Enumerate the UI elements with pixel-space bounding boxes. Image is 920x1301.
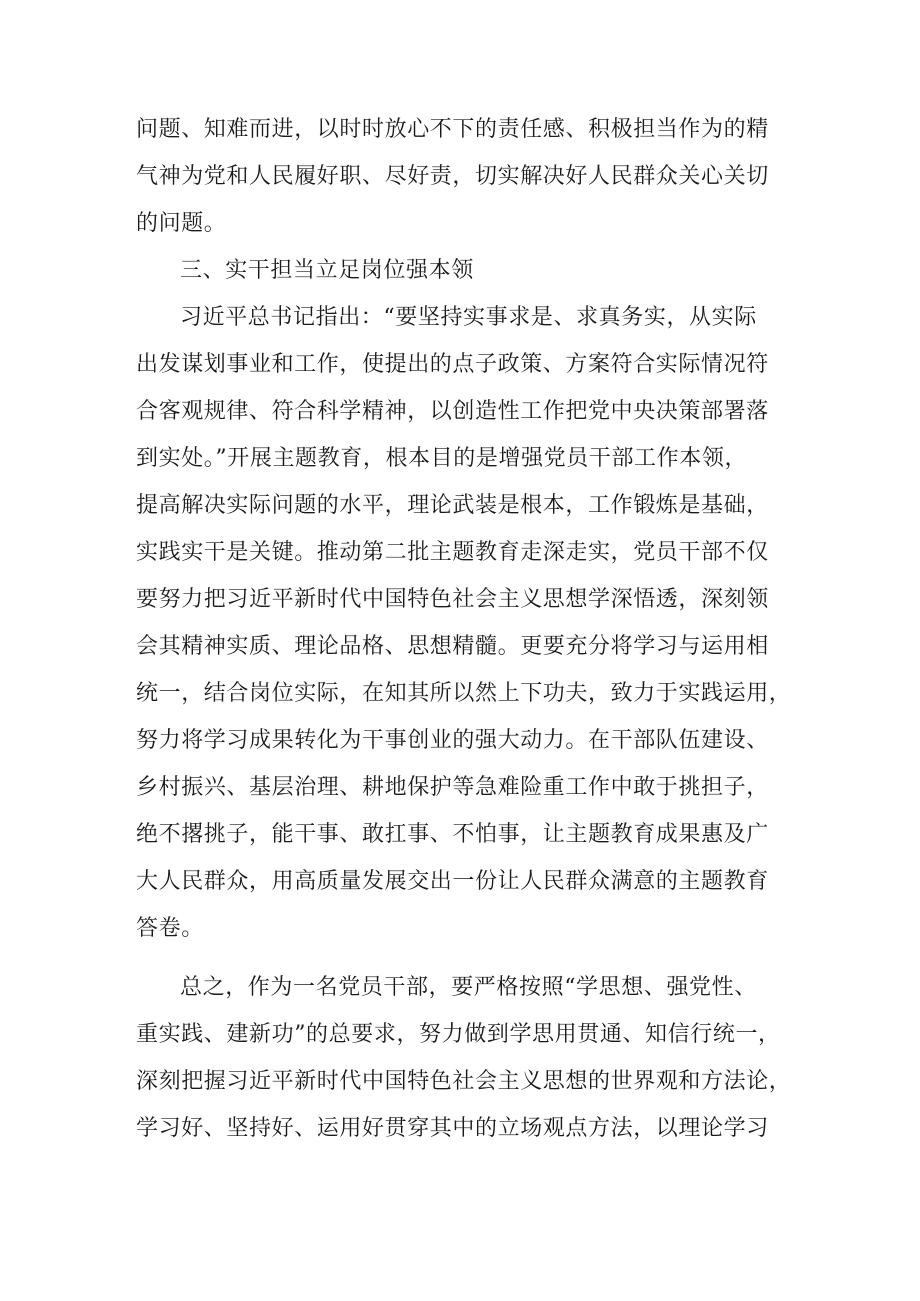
paragraph-1 <box>136 106 804 247</box>
text-line: 实践实干是关键。推动第二批主题教育走深走实，党员干部不仅 <box>136 540 769 565</box>
text-line: 问题、知难而进，以时时放心不下的责任感、积极担当作为的精 <box>136 117 769 142</box>
text-line: 统一，结合岗位实际，在知其所以然上下功夫，致力于实践运用， <box>136 681 792 706</box>
text-line: 合客观规律、符合科学精神，以创造性工作把党中央决策部署落 <box>136 399 769 424</box>
text-line: 学习好、坚持好、运用好贯穿其中的立场观点方法，以理论学习 <box>136 1116 769 1141</box>
text-line: 重实践、建新功”的总要求，努力做到学思用贯通、知信行统一， <box>136 1022 781 1047</box>
text-line: 绝不撂挑子，能干事、敢扛事、不怕事，让主题教育成果惠及广 <box>136 822 769 847</box>
section-heading-3: 三、实干担当立足岗位强本领 <box>180 258 474 283</box>
text-line: 答卷。 <box>136 916 204 941</box>
text-line: 深刻把握习近平新时代中国特色社会主义思想的世界观和方法论， <box>136 1069 792 1094</box>
paragraph-3 <box>136 964 804 1152</box>
text-line: 气神为党和人民履好职、尽好责，切实解决好人民群众关心关切 <box>136 164 769 189</box>
text-line: 的问题。 <box>136 211 227 236</box>
text-line: 提高解决实际问题的水平，理论武装是根本，工作锻炼是基础， <box>136 493 769 518</box>
text-line: 到实处。”开展主题教育，根本目的是增强党员干部工作本领， <box>136 446 748 471</box>
text-line: 要努力把习近平新时代中国特色社会主义思想学深悟透，深刻领 <box>136 587 769 612</box>
text-line: 大人民群众，用高质量发展交出一份让人民群众满意的主题教育 <box>136 869 769 894</box>
document-body <box>136 106 804 1152</box>
text-line: 总之，作为一名党员干部，要严格按照“学思想、强党性、 <box>180 975 757 1000</box>
text-line: 会其精神实质、理论品格、思想精髓。更要充分将学习与运用相 <box>136 634 769 659</box>
text-line: 努力将学习成果转化为干事创业的强大动力。在干部队伍建设、 <box>136 728 769 753</box>
text-line: 乡村振兴、基层治理、耕地保护等急难险重工作中敢于挑担子， <box>136 775 769 800</box>
paragraph-2 <box>136 294 804 952</box>
text-line: 习近平总书记指出：“要坚持实事求是、求真务实，从实际 <box>180 305 757 330</box>
paragraph-spacer <box>136 952 804 964</box>
text-line: 出发谋划事业和工作，使提出的点子政策、方案符合实际情况符 <box>136 352 769 377</box>
